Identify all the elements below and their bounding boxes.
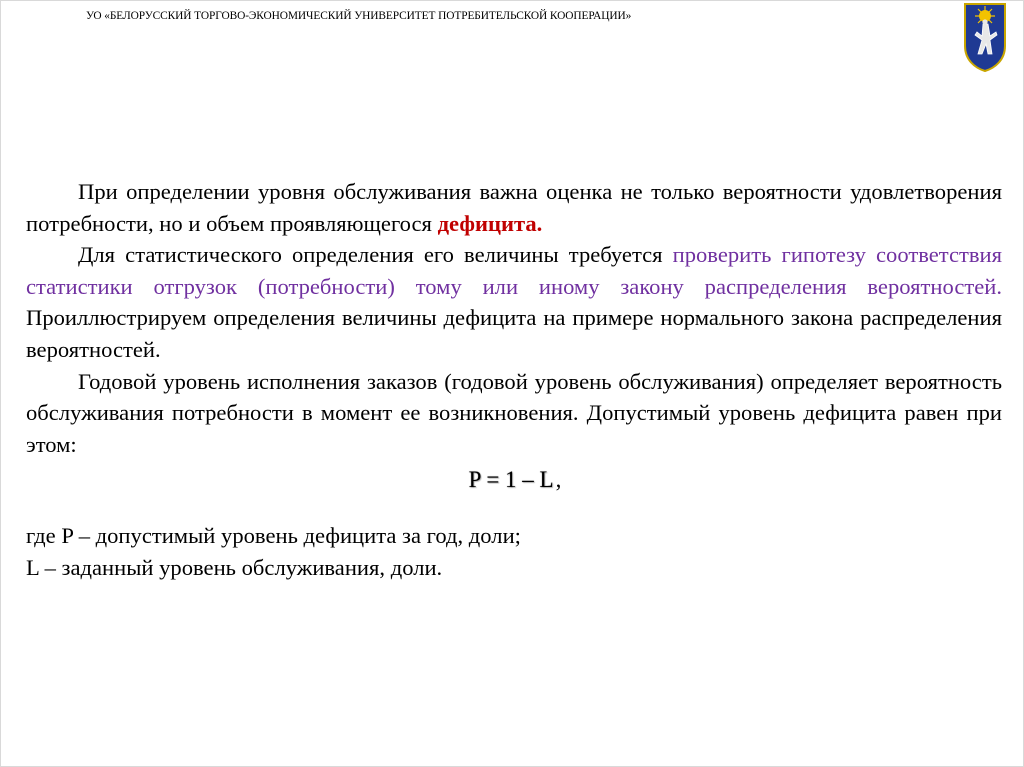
note-p-definition: где P – допустимый уровень дефицита за год, доли; xyxy=(26,523,521,549)
formula-block xyxy=(26,464,1002,496)
note-l-definition: L – заданный уровень обслуживания, доли. xyxy=(26,554,443,580)
slide-content xyxy=(26,176,1002,584)
header-title: УО «БЕЛОРУССКИЙ ТОРГОВО-ЭКОНОМИЧЕСКИЙ УНИВЕРСИТЕТ ПОТРЕБИТЕЛЬСКОЙ КООПЕРАЦИИ» xyxy=(86,10,632,22)
paragraph-statistics xyxy=(26,239,1002,365)
deficit-formula: P = 1 – L xyxy=(468,467,554,493)
paragraph-deficit-intro xyxy=(26,176,1002,239)
paragraph-deficit-intro-text: При определении уровня обслуживания важна оценка не только вероятности удовлетворения потребности, но и объем проявляющегося xyxy=(26,179,1002,236)
formula-suffix: , xyxy=(555,467,562,493)
university-emblem-icon xyxy=(963,2,1007,72)
paragraph-service-level: Годовой уровень исполнения заказов (годовой уровень обслуживания) определяет вероятность обслуживания потребности в момент ее возникновения. Допустимый уровень дефицита равен при этом: xyxy=(26,368,1002,457)
frame-left-border xyxy=(0,0,1,767)
hypothesis-highlight: проверить гипотезу соответствия статистики отгрузок (потребности) тому или иному закону распределения вероятностей. xyxy=(26,242,1002,299)
frame-top-border xyxy=(0,0,1024,1)
deficit-highlight: дефицита. xyxy=(437,210,543,236)
paragraph-statistics-tail: Проиллюстрируем определения величины дефицита на примере нормального закона распределения вероятностей. xyxy=(26,305,1002,362)
paragraph-statistics-lead: Для статистического определения его величины требуется xyxy=(78,242,673,268)
